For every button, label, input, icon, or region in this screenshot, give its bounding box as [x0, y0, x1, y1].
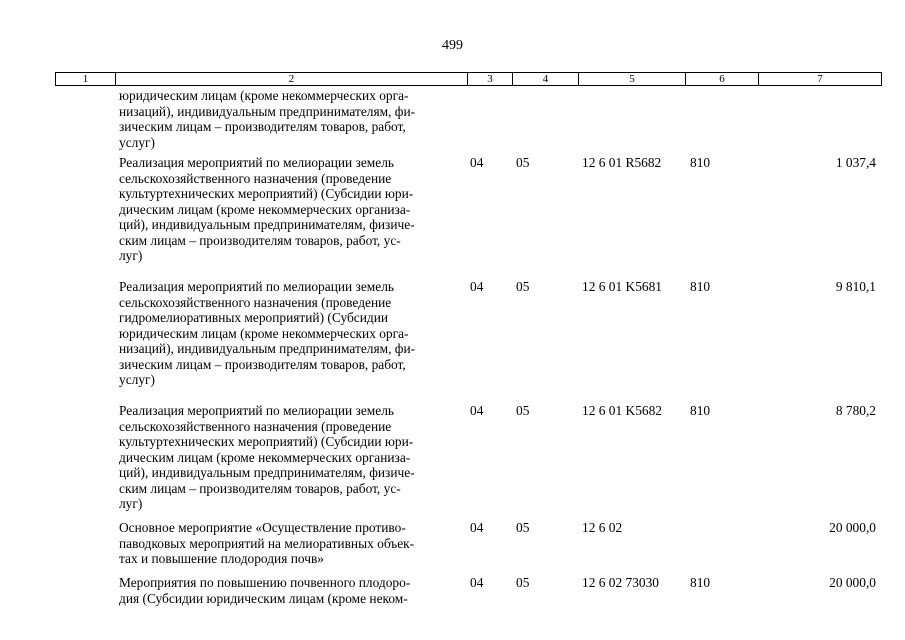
- header-col-1: 1: [56, 73, 116, 85]
- header-col-4: 4: [513, 73, 579, 85]
- row-amount: 20 000,0: [829, 575, 876, 590]
- row-expense-type: 810: [690, 279, 711, 294]
- table-body: [0, 88, 905, 611]
- row-amount: 1 037,4: [835, 155, 876, 170]
- row-section: 04: [470, 279, 484, 294]
- table-row: [0, 155, 905, 279]
- table-row: [0, 88, 905, 155]
- header-col-7: 7: [817, 73, 823, 85]
- row-description: Мероприятия по повышению почвенного плодоро- дия (Субсидии юридическим лицам (кроме неком-: [119, 575, 411, 606]
- table-header: [55, 72, 882, 86]
- row-description: Реализация мероприятий по мелиорации земель сельскохозяйственного назначения (проведение культуртехнических мероприятий) (Субсидии юри- дическим лицам (кроме некоммерческих организа- ций), индивидуальным предпринимателям, физиче- ским лицам – производителям товаров, работ, ус- луг): [119, 403, 415, 511]
- table-row: [0, 520, 905, 575]
- row-subsection: 05: [516, 403, 530, 418]
- row-section: 04: [470, 155, 484, 170]
- row-description: Реализация мероприятий по мелиорации земель сельскохозяйственного назначения (проведение культуртехнических мероприятий) (Субсидии юри- дическим лицам (кроме некоммерческих организа- ций), индивидуальным предпринимателям, физиче- ским лицам – производителям товаров, работ, ус- луг): [119, 155, 415, 263]
- row-target-code: 12 6 01 K5681: [582, 279, 662, 294]
- row-section: 04: [470, 520, 484, 535]
- row-amount: 9 810,1: [835, 279, 876, 294]
- row-amount: 20 000,0: [829, 520, 876, 535]
- table-row: [0, 575, 905, 611]
- table-row: [0, 279, 905, 403]
- row-section: 04: [470, 403, 484, 418]
- row-description: юридическим лицам (кроме некоммерческих орга- низаций), индивидуальным предпринимателям, фи- зическим лицам – производителям товаров, работ, услуг): [119, 88, 416, 150]
- row-target-code: 12 6 01 K5682: [582, 403, 662, 418]
- header-col-3: 3: [468, 73, 513, 85]
- table-row: [0, 403, 905, 520]
- row-description: Реализация мероприятий по мелиорации земель сельскохозяйственного назначения (проведение гидромелиоративных мероприятий) (Субсидии юридическим лицам (кроме некоммерческих орга- низаций), индивидуальным предпринимателям, фи- зическим лицам – производителям товаров, работ, услуг): [119, 279, 416, 387]
- row-expense-type: 810: [690, 403, 711, 418]
- row-target-code: 12 6 02 73030: [582, 575, 659, 590]
- row-amount: 8 780,2: [835, 403, 876, 418]
- row-subsection: 05: [516, 155, 530, 170]
- row-target-code: 12 6 02: [582, 520, 623, 535]
- row-expense-type: 810: [690, 575, 711, 590]
- row-subsection: 05: [516, 279, 530, 294]
- row-description: Основное мероприятие «Осуществление противо- паводковых мероприятий на мелиоративных объек- тах и повышение плодородия почв»: [119, 520, 415, 566]
- row-subsection: 05: [516, 520, 530, 535]
- row-expense-type: 810: [690, 155, 711, 170]
- row-section: 04: [470, 575, 484, 590]
- header-col-5: 5: [579, 73, 686, 85]
- row-target-code: 12 6 01 R5682: [582, 155, 662, 170]
- header-col-2: 2: [116, 73, 468, 85]
- header-col-6: 6: [686, 73, 759, 85]
- page-number: 499: [442, 38, 463, 53]
- row-subsection: 05: [516, 575, 530, 590]
